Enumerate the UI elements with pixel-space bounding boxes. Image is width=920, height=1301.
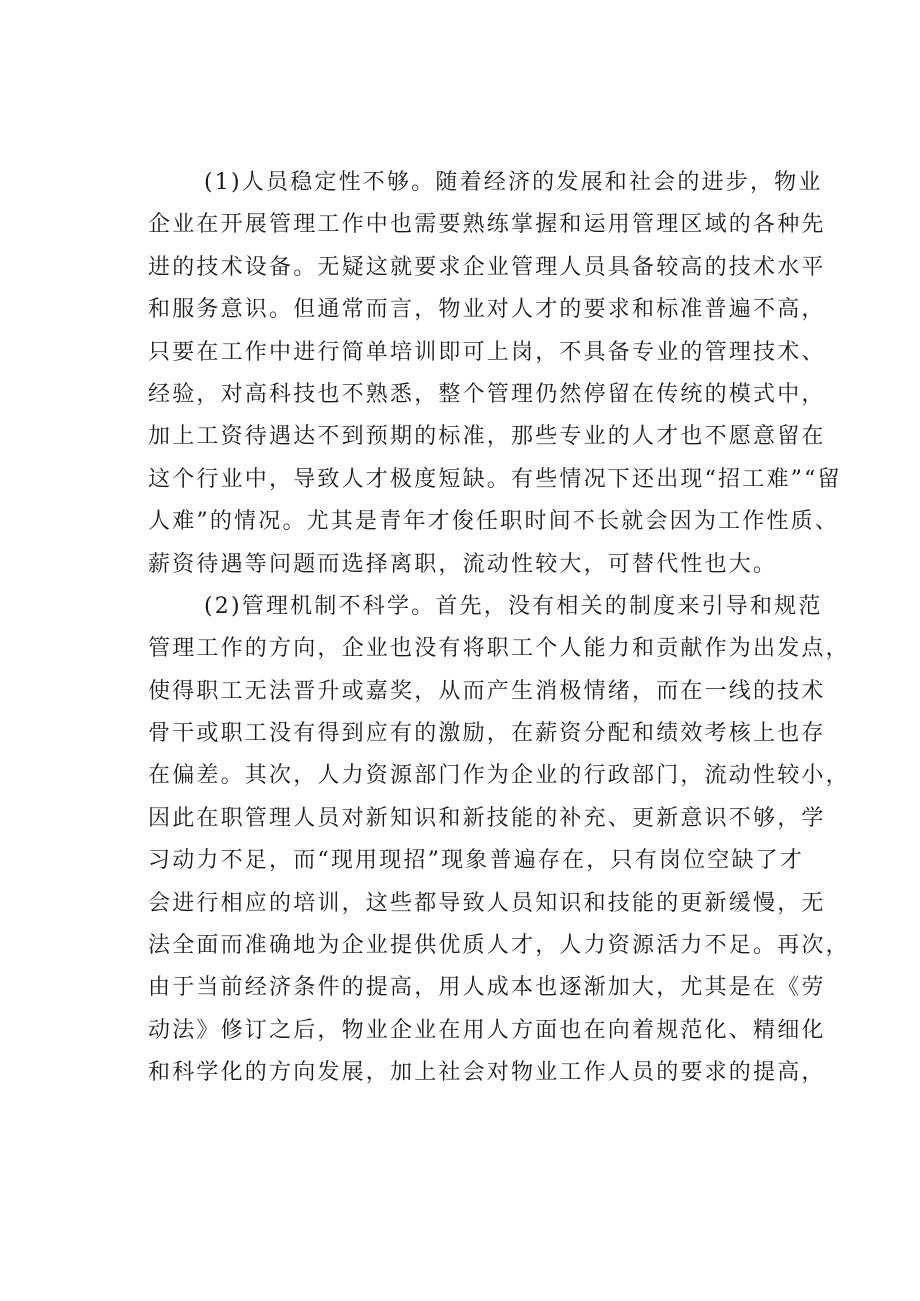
text-line: 使得职工无法晋升或嘉奖，从而产生消极情绪，而在一线的技术 xyxy=(148,678,826,704)
text-line: 这个行业中，导致人才极度短缺。有些情况下还出现“招工难”“留 xyxy=(148,466,842,492)
text-line: 由于当前经济条件的提高，用人成本也逐渐加大，尤其是在《劳 xyxy=(148,975,826,1001)
paragraph-2 xyxy=(148,586,850,1095)
text-line: 只要在工作中进行简单培训即可上岗，不具备专业的管理技术、 xyxy=(148,339,826,365)
text-line: 在偏差。其次，人力资源部门作为企业的行政部门，流动性较小， xyxy=(148,763,850,789)
text-line: 薪资待遇等问题而选择离职，流动性较大，可替代性也大。 xyxy=(148,551,778,577)
text-line: 管理工作的方向，企业也没有将职工个人能力和贡献作为出发点， xyxy=(148,636,850,662)
text-line: 动法》修订之后，物业企业在用人方面也在向着规范化、精细化 xyxy=(148,1017,826,1043)
body-text xyxy=(148,162,850,1095)
text-line: 经验，对高科技也不熟悉，整个管理仍然停留在传统的模式中， xyxy=(148,381,826,407)
text-line: 人难”的情况。尤其是青年才俊任职时间不长就会因为工作性质、 xyxy=(148,509,840,535)
paragraph-1 xyxy=(148,162,842,586)
text-line: 因此在职管理人员对新知识和新技能的补充、更新意识不够，学 xyxy=(148,805,826,831)
text-line: 加上工资待遇达不到预期的标准，那些专业的人才也不愿意留在 xyxy=(148,424,826,450)
text-line: (1)人员稳定性不够。随着经济的发展和社会的进步，物业 xyxy=(204,170,823,195)
text-line: 和服务意识。但通常而言，物业对人才的要求和标准普遍不高， xyxy=(148,297,826,323)
text-line: 会进行相应的培训，这些都导致人员知识和技能的更新缓慢，无 xyxy=(148,890,826,916)
text-line: 企业在开展管理工作中也需要熟练掌握和运用管理区域的各种先 xyxy=(148,212,826,238)
text-line: 习动力不足，而“现用现招”现象普遍存在，只有岗位空缺了才 xyxy=(148,848,805,874)
text-line: 法全面而准确地为企业提供优质人才，人力资源活力不足。再次， xyxy=(148,933,850,959)
text-line: 骨干或职工没有得到应有的激励，在薪资分配和绩效考核上也存 xyxy=(148,721,826,747)
text-line: 和科学化的方向发展，加上社会对物业工作人员的要求的提高， xyxy=(148,1060,826,1086)
text-line: 进的技术设备。无疑这就要求企业管理人员具备较高的技术水平 xyxy=(148,254,826,280)
text-line: (2)管理机制不科学。首先，没有相关的制度来引导和规范 xyxy=(204,593,823,619)
